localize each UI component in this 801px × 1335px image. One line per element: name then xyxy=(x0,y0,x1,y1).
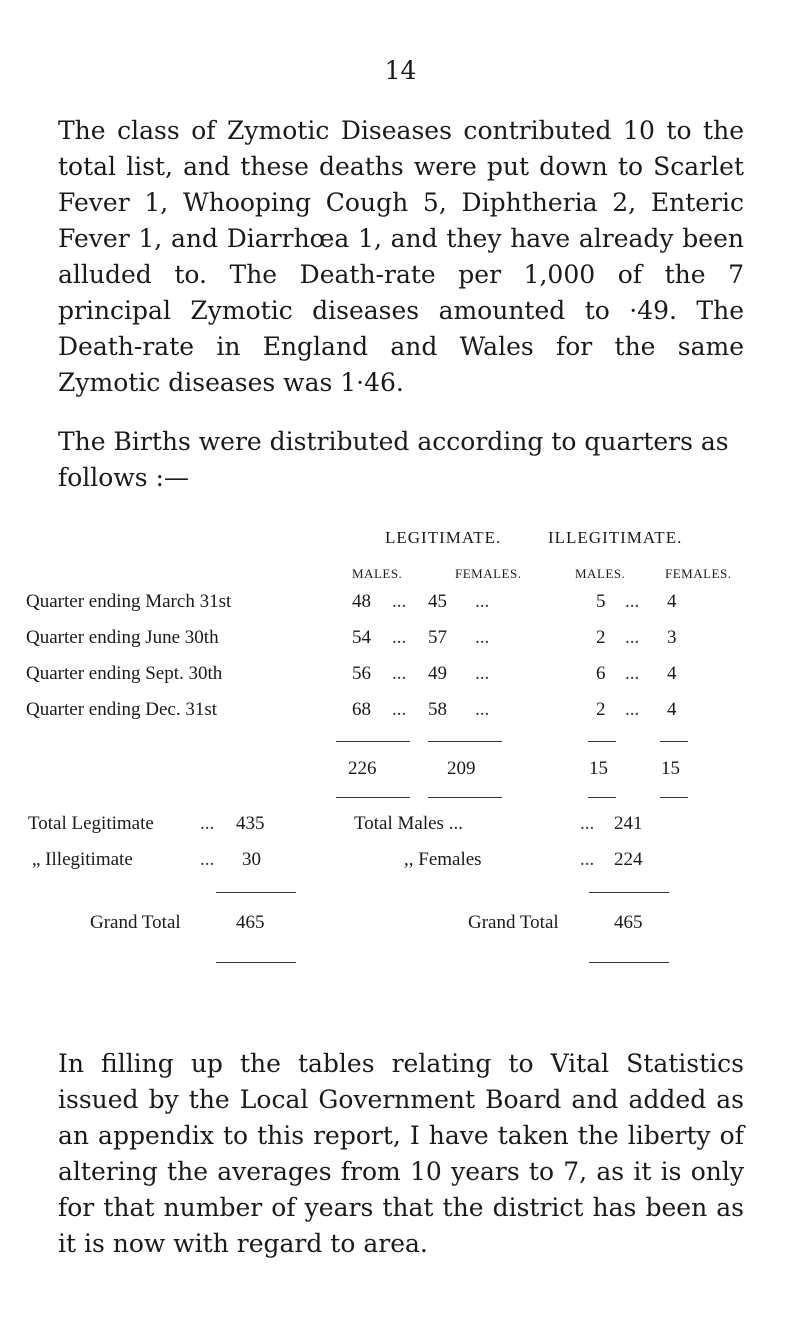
sum-rule xyxy=(216,892,296,893)
dot-leader: ... xyxy=(200,813,215,834)
zymotic-paragraph: The class of Zymotic Diseases contributed 10 to the total list, and these deaths were put down to Scarlet Fever 1, Whooping Cough 5, Diphtheria 2, Enteric Fever 1, and Diarrhœa 1, and they have already been alluded to. The Death-rate per 1,000 of the 7 principal Zymotic diseases amounted to ·49. The Death-rate in England and Wales for the same Zymotic diseases was 1·46. xyxy=(58,116,744,397)
grand-total-label: Grand Total xyxy=(90,912,181,933)
dot-leader: ... xyxy=(475,591,490,612)
row-label: Quarter ending Dec. 31st xyxy=(26,699,217,720)
page-number: 14 xyxy=(384,56,417,85)
dot-leader: ... xyxy=(475,627,490,648)
sum-rule xyxy=(428,741,502,742)
females-value: 224 xyxy=(614,849,643,870)
grand-total-right-label: Grand Total xyxy=(468,912,559,933)
sum-rule xyxy=(589,892,669,893)
ill-males-value: 2 xyxy=(596,627,606,648)
legitimate-males-header: MALES. xyxy=(352,566,403,581)
births-intro-paragraph: The Births were distributed according to quarters as follows :— xyxy=(58,427,729,492)
total-males-value: 241 xyxy=(614,813,643,834)
ill-males-value: 2 xyxy=(596,699,606,720)
dot-leader: ... xyxy=(475,663,490,684)
illegitimate-males-header: MALES. xyxy=(575,566,626,581)
sum-rule xyxy=(336,741,410,742)
sum-rule xyxy=(660,797,688,798)
table-row xyxy=(0,699,801,729)
row-label: Quarter ending June 30th xyxy=(26,627,219,648)
leg-females-value: 58 xyxy=(428,699,447,720)
dot-leader: ... xyxy=(580,849,595,870)
grand-total-right-value: 465 xyxy=(614,912,643,933)
dot-leader: ... xyxy=(392,627,407,648)
sum-rule xyxy=(216,962,296,963)
ill-males-total: 15 xyxy=(589,758,608,779)
leg-females-value: 57 xyxy=(428,627,447,648)
leg-females-value: 49 xyxy=(428,663,447,684)
dot-leader: ... xyxy=(475,699,490,720)
sum-rule xyxy=(336,797,410,798)
legitimate-females-header: FEMALES. xyxy=(455,566,522,581)
ill-females-total: 15 xyxy=(661,758,680,779)
dot-leader: ... xyxy=(625,699,640,720)
total-legitimate-value: 435 xyxy=(236,813,265,834)
illegitimate-header: ILLEGITIMATE. xyxy=(548,528,683,547)
ill-females-value: 4 xyxy=(667,591,677,612)
dot-leader: ... xyxy=(392,663,407,684)
total-legitimate-label: Total Legitimate xyxy=(28,813,154,834)
ill-males-value: 5 xyxy=(596,591,606,612)
dot-leader: ... xyxy=(200,849,215,870)
dot-leader: ... xyxy=(625,627,640,648)
totals-row xyxy=(0,758,801,788)
row-label: Quarter ending March 31st xyxy=(26,591,232,612)
leg-males-value: 68 xyxy=(352,699,371,720)
vital-statistics-paragraph: In filling up the tables relating to Vital Statistics issued by the Local Government Board and added as an appendix to this report, I have taken the liberty of altering the averages from 10 years to 7, as it is only for that number of years that the district has been as it is now with regard to area. xyxy=(58,1049,744,1258)
illegitimate-label: „ Illegitimate xyxy=(32,849,133,870)
leg-females-total: 209 xyxy=(447,758,476,779)
leg-males-value: 48 xyxy=(352,591,371,612)
ill-females-value: 4 xyxy=(667,699,677,720)
table-row xyxy=(0,627,801,657)
sum-rule xyxy=(660,741,688,742)
sum-rule xyxy=(588,797,616,798)
legitimate-header: LEGITIMATE. xyxy=(385,528,502,547)
sum-rule xyxy=(428,797,502,798)
females-label: ,, Females xyxy=(404,849,482,870)
dot-leader: ... xyxy=(625,591,640,612)
dot-leader: ... xyxy=(392,591,407,612)
grand-total-value: 465 xyxy=(236,912,265,933)
total-males-label: Total Males ... xyxy=(354,813,463,834)
leg-males-value: 56 xyxy=(352,663,371,684)
dot-leader: ... xyxy=(392,699,407,720)
leg-males-total: 226 xyxy=(348,758,377,779)
dot-leader: ... xyxy=(580,813,595,834)
table-row xyxy=(0,591,801,621)
leg-females-value: 45 xyxy=(428,591,447,612)
ill-females-value: 3 xyxy=(667,627,677,648)
sum-rule xyxy=(588,741,616,742)
row-label: Quarter ending Sept. 30th xyxy=(26,663,223,684)
table-row xyxy=(0,663,801,693)
ill-males-value: 6 xyxy=(596,663,606,684)
illegitimate-value: 30 xyxy=(242,849,261,870)
sum-rule xyxy=(589,962,669,963)
dot-leader: ... xyxy=(625,663,640,684)
illegitimate-females-header: FEMALES. xyxy=(665,566,732,581)
leg-males-value: 54 xyxy=(352,627,371,648)
ill-females-value: 4 xyxy=(667,663,677,684)
